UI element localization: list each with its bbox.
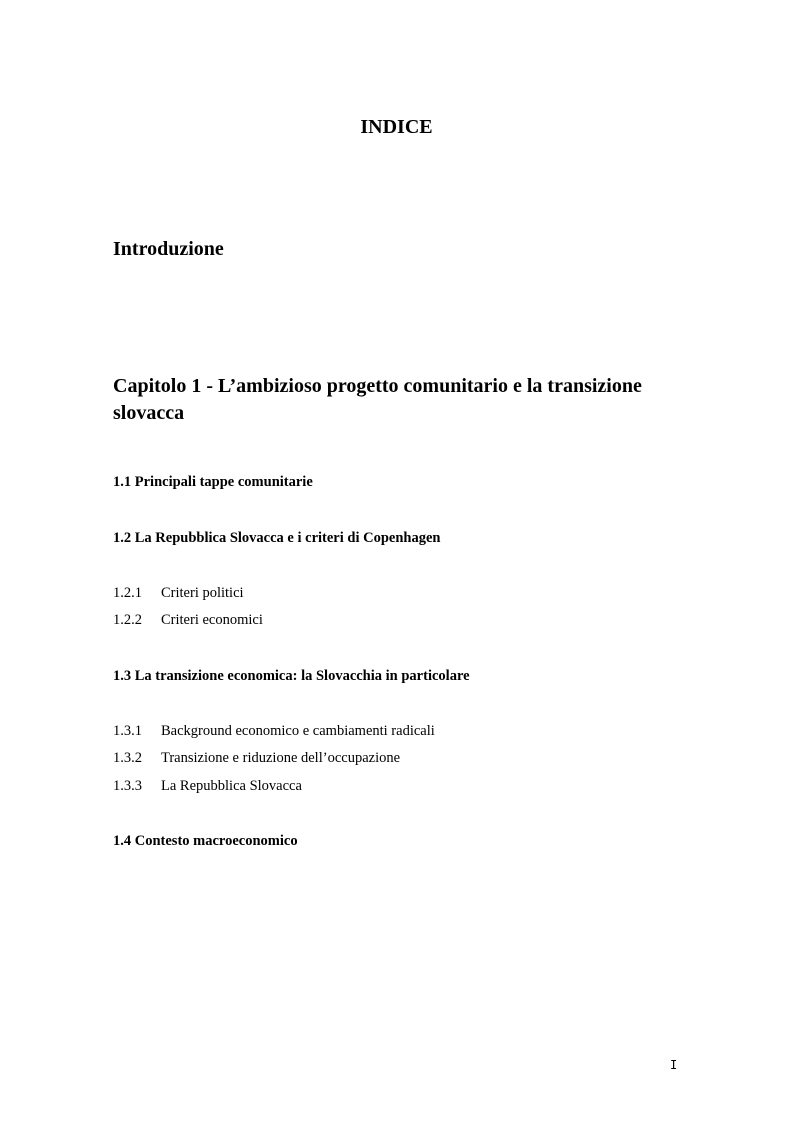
section-1-1-heading: 1.1 Principali tappe comunitarie — [113, 474, 313, 490]
subsection-number: 1.3.2 — [113, 750, 142, 766]
subsection-1-2-2 — [113, 611, 263, 629]
subsection-1-2-1 — [113, 584, 244, 602]
page-number: I — [670, 1058, 678, 1072]
subsection-label: Background economico e cambiamenti radicali — [161, 723, 435, 739]
subsection-label: Criteri economici — [161, 612, 263, 628]
subsection-number: 1.2.2 — [113, 612, 142, 628]
chapter-1-heading: Capitolo 1 - L’ambizioso progetto comunitario e la transizione slovacca — [113, 375, 642, 424]
section-1-3-heading: 1.3 La transizione economica: la Slovacchia in particolare — [113, 668, 470, 684]
section-1-4-heading: 1.4 Contesto macroeconomico — [113, 833, 298, 849]
subsection-number: 1.3.1 — [113, 723, 142, 739]
introduction-heading: Introduzione — [113, 238, 224, 260]
subsection-label: Transizione e riduzione dell’occupazione — [161, 750, 401, 766]
section-1-2-heading: 1.2 La Repubblica Slovacca e i criteri di Copenhagen — [113, 530, 441, 546]
page-title: INDICE — [360, 116, 433, 138]
subsection-label: La Repubblica Slovacca — [161, 778, 302, 794]
subsection-number: 1.2.1 — [113, 585, 142, 601]
subsection-1-3-3 — [113, 777, 302, 795]
subsection-label: Criteri politici — [161, 585, 244, 601]
subsection-number: 1.3.3 — [113, 778, 142, 794]
subsection-1-3-2 — [113, 749, 400, 767]
subsection-1-3-1 — [113, 722, 435, 740]
